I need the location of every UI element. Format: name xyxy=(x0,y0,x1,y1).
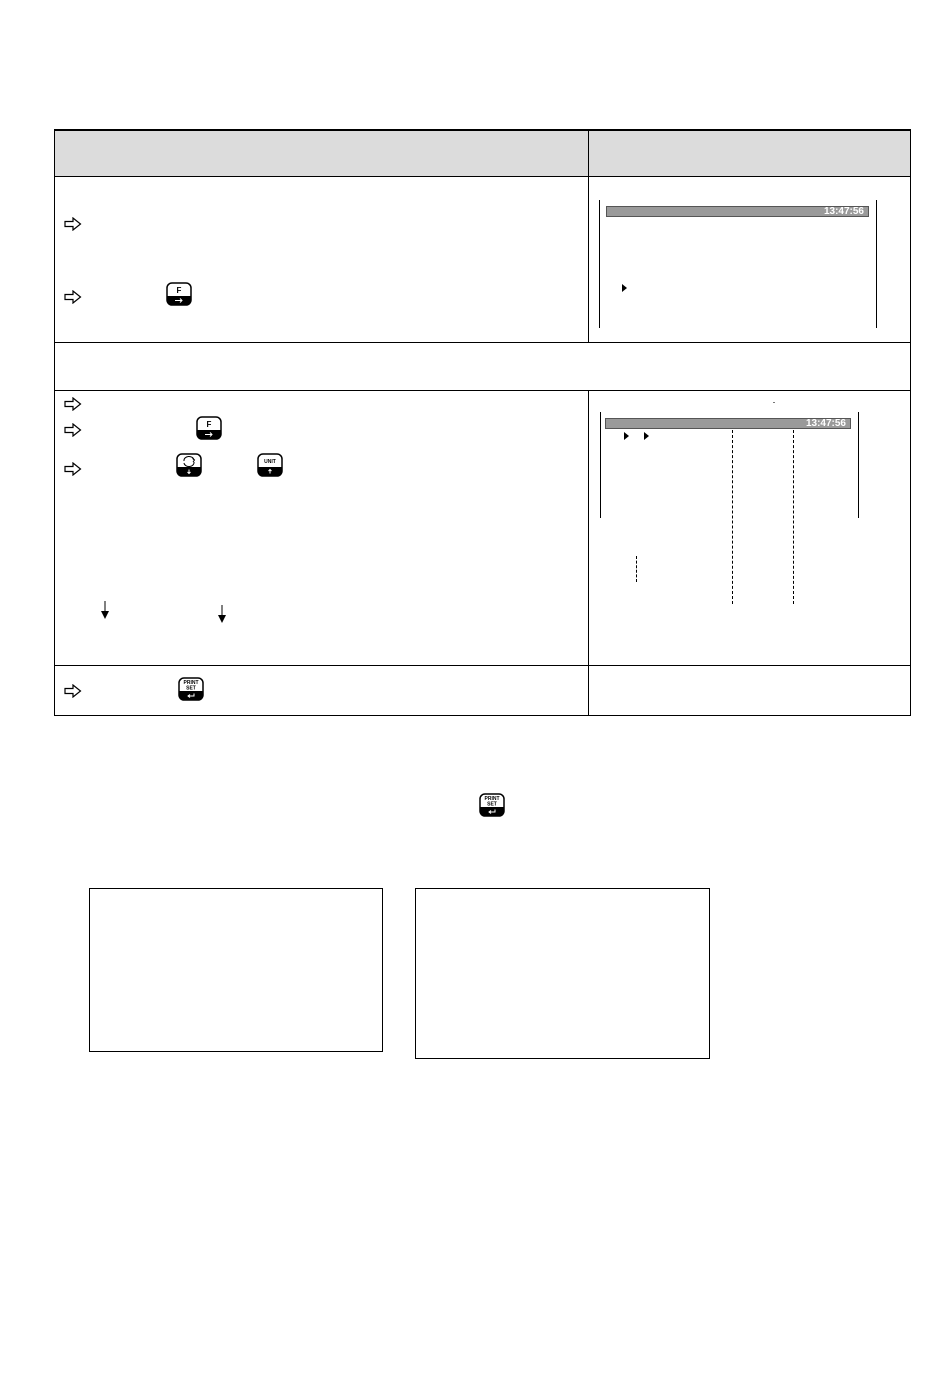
divider-line xyxy=(636,556,637,582)
step-arrow-icon xyxy=(64,684,82,698)
f-key-icon xyxy=(166,282,192,306)
step-arrow-icon xyxy=(64,397,82,411)
divider-line xyxy=(793,430,794,604)
svg-text:PRINT: PRINT xyxy=(183,680,199,686)
svg-text:SET: SET xyxy=(186,685,196,692)
divider-line xyxy=(732,430,733,604)
cycle-key-icon xyxy=(176,453,202,477)
svg-text:F: F xyxy=(206,420,212,429)
display-time: 13:47:56 xyxy=(605,418,851,429)
print-set-key-icon xyxy=(479,793,505,817)
cursor-icon xyxy=(644,432,649,440)
printout-box-right xyxy=(415,888,710,1059)
down-arrow-icon xyxy=(217,605,227,623)
step-arrow-icon xyxy=(64,423,82,437)
step-arrow-icon xyxy=(64,290,82,304)
unit-key-icon xyxy=(257,453,283,477)
svg-text:PRINT: PRINT xyxy=(484,796,500,802)
display-time: 13:47:56 xyxy=(606,206,869,217)
step-arrow-icon xyxy=(64,217,82,231)
step-arrow-icon xyxy=(64,462,82,476)
print-set-key-icon xyxy=(178,677,204,701)
svg-text:UNIT: UNIT xyxy=(264,459,276,465)
cursor-icon xyxy=(624,432,629,440)
f-key-icon xyxy=(196,416,222,440)
svg-text:F: F xyxy=(176,286,182,295)
table-header xyxy=(54,129,910,177)
printout-box-left xyxy=(89,888,383,1052)
cursor-icon xyxy=(622,284,627,292)
svg-text:SET: SET xyxy=(487,801,497,808)
down-arrow-icon xyxy=(100,601,110,619)
